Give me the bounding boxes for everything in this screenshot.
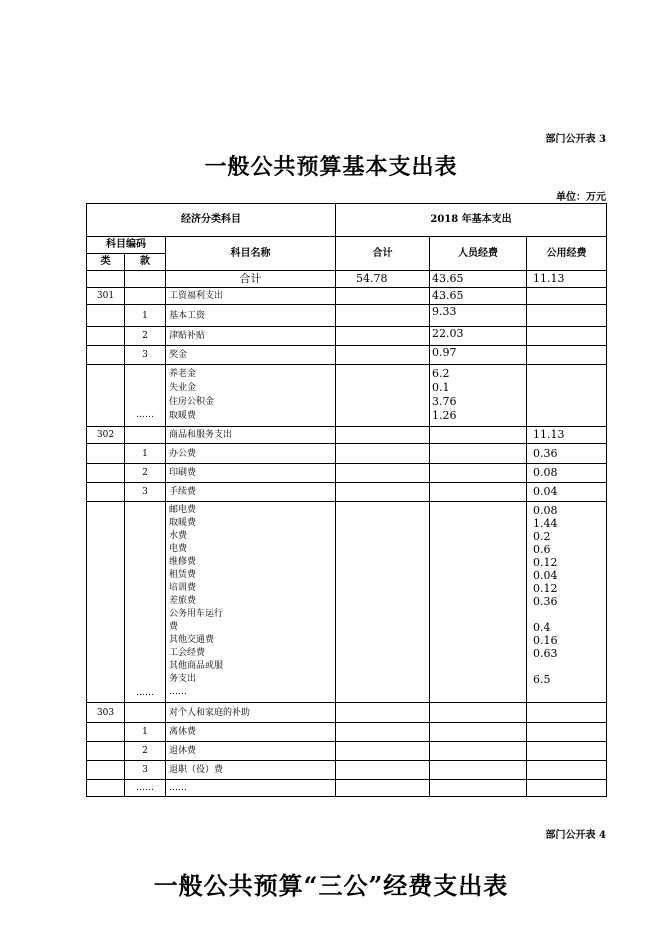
list-value: 0.04 bbox=[533, 569, 558, 582]
cell-personnel bbox=[430, 703, 527, 723]
header-class: 类 bbox=[87, 254, 125, 271]
cell-public: 0.08 bbox=[527, 464, 607, 483]
list-value: 0.2 bbox=[533, 530, 551, 543]
cell-name-list bbox=[166, 502, 336, 703]
cell-public: 0.36 bbox=[527, 444, 607, 464]
cell-total bbox=[336, 703, 430, 723]
cell-name: 奖金 bbox=[166, 346, 336, 365]
cell-class bbox=[87, 444, 125, 464]
list-value: 6.5 bbox=[533, 673, 551, 686]
cell-item: 3 bbox=[125, 761, 166, 780]
cell-item: …… bbox=[125, 365, 166, 427]
cell-public bbox=[527, 723, 607, 742]
cell-personnel bbox=[430, 444, 527, 464]
cell-personnel: 43.65 bbox=[430, 288, 527, 305]
total-row bbox=[87, 271, 607, 288]
cell-public bbox=[527, 305, 607, 327]
cell-class bbox=[87, 305, 125, 327]
table-row bbox=[87, 444, 607, 464]
header-item: 款 bbox=[125, 254, 166, 271]
table-row bbox=[87, 723, 607, 742]
cell-class bbox=[87, 723, 125, 742]
cell-public: 0.04 bbox=[527, 483, 607, 502]
cell-class bbox=[87, 483, 125, 502]
cell-public bbox=[527, 703, 607, 723]
basic-expenditure-table bbox=[86, 203, 607, 797]
page-title: 一般公共预算基本支出表 bbox=[204, 154, 458, 180]
list-value: 0.63 bbox=[533, 647, 558, 660]
next-table-number-label: 部门公开表 4 bbox=[545, 830, 606, 841]
list-item: 住房公积金 bbox=[169, 397, 215, 407]
cell-public bbox=[527, 288, 607, 305]
list-item: 水费 bbox=[169, 531, 188, 541]
list-value: 6.2 bbox=[432, 367, 450, 380]
cell-personnel bbox=[430, 427, 527, 444]
list-value: 3.76 bbox=[432, 395, 457, 408]
cell-name: 退休费 bbox=[166, 742, 336, 761]
cell-name: 基本工资 bbox=[166, 305, 336, 327]
list-value: 0.12 bbox=[533, 582, 558, 595]
cell-class bbox=[87, 464, 125, 483]
table-row bbox=[87, 464, 607, 483]
cell-public bbox=[527, 742, 607, 761]
cell-name: 手续费 bbox=[166, 483, 336, 502]
cell-total bbox=[336, 483, 430, 502]
cell-item: 1 bbox=[125, 444, 166, 464]
cell-class bbox=[87, 327, 125, 346]
table-row bbox=[87, 365, 607, 427]
cell-personnel bbox=[430, 742, 527, 761]
cell-class bbox=[87, 365, 125, 427]
cell-public bbox=[527, 761, 607, 780]
cell-item: 3 bbox=[125, 483, 166, 502]
total-public: 11.13 bbox=[527, 271, 607, 288]
table-row bbox=[87, 288, 607, 305]
table-row bbox=[87, 427, 607, 444]
unit-label: 单位：万元 bbox=[556, 192, 606, 203]
list-item: 邮电费 bbox=[169, 505, 197, 515]
list-value: 1.44 bbox=[533, 517, 558, 530]
cell-total bbox=[336, 464, 430, 483]
cell-public bbox=[527, 346, 607, 365]
list-value: 0.1 bbox=[432, 381, 450, 394]
list-item: 其他交通费 bbox=[169, 635, 215, 645]
list-item: 公务用车运行 bbox=[169, 609, 224, 619]
cell-name: 津贴补贴 bbox=[166, 327, 336, 346]
cell-public bbox=[527, 327, 607, 346]
table-row bbox=[87, 761, 607, 780]
header-public: 公用经费 bbox=[527, 237, 607, 271]
cell-class: 303 bbox=[87, 703, 125, 723]
list-value: 0.4 bbox=[533, 621, 551, 634]
table-row bbox=[87, 327, 607, 346]
list-item: 培训费 bbox=[169, 583, 197, 593]
cell-personnel-list bbox=[430, 365, 527, 427]
cell-item: …… bbox=[125, 502, 166, 703]
cell-personnel: 22.03 bbox=[430, 327, 527, 346]
list-item: …… bbox=[169, 687, 187, 697]
list-item: 租赁费 bbox=[169, 570, 197, 580]
list-value: 1.26 bbox=[432, 409, 457, 422]
table-row bbox=[87, 742, 607, 761]
list-item: 取暖费 bbox=[169, 411, 197, 421]
cell-total bbox=[336, 327, 430, 346]
list-value bbox=[533, 660, 606, 673]
list-item: 养老金 bbox=[169, 369, 197, 379]
list-value: 0.6 bbox=[533, 543, 551, 556]
cell-name: …… bbox=[166, 780, 336, 797]
list-item: 失业金 bbox=[169, 383, 197, 393]
total-value: 54.78 bbox=[336, 271, 430, 288]
total-label: 合计 bbox=[166, 271, 336, 288]
list-value bbox=[533, 608, 606, 621]
cell-class bbox=[87, 346, 125, 365]
list-item: 务支出 bbox=[169, 674, 197, 684]
cell-class bbox=[87, 742, 125, 761]
cell-personnel bbox=[430, 483, 527, 502]
table-row bbox=[87, 703, 607, 723]
cell-name: 印刷费 bbox=[166, 464, 336, 483]
table-row bbox=[87, 305, 607, 327]
total-personnel: 43.65 bbox=[430, 271, 527, 288]
cell-class bbox=[87, 780, 125, 797]
cell-total bbox=[336, 723, 430, 742]
list-item: 维修费 bbox=[169, 557, 197, 567]
cell-personnel bbox=[430, 464, 527, 483]
cell-item: 2 bbox=[125, 742, 166, 761]
list-item: 差旅费 bbox=[169, 596, 197, 606]
cell-item bbox=[125, 703, 166, 723]
cell-public bbox=[527, 365, 607, 427]
cell-class bbox=[87, 502, 125, 703]
cell-name: 对个人和家庭的补助 bbox=[166, 703, 336, 723]
header-year-section: 2018 年基本支出 bbox=[336, 204, 607, 237]
table-row bbox=[87, 346, 607, 365]
cell-public-list bbox=[527, 502, 607, 703]
table-row bbox=[87, 483, 607, 502]
list-value: 0.12 bbox=[533, 556, 558, 569]
cell-personnel: 0.97 bbox=[430, 346, 527, 365]
cell-class: 302 bbox=[87, 427, 125, 444]
cell-public bbox=[527, 780, 607, 797]
cell-total bbox=[336, 288, 430, 305]
list-item: 费 bbox=[169, 622, 179, 632]
cell-name: 离休费 bbox=[166, 723, 336, 742]
list-item: 取暖费 bbox=[169, 518, 197, 528]
cell-name: 办公费 bbox=[166, 444, 336, 464]
cell-name-list bbox=[166, 365, 336, 427]
cell-class bbox=[87, 271, 125, 288]
header-total: 合计 bbox=[336, 237, 430, 271]
cell-total bbox=[336, 444, 430, 464]
cell-item: 3 bbox=[125, 346, 166, 365]
table-number-label: 部门公开表 3 bbox=[545, 134, 606, 145]
cell-total bbox=[336, 346, 430, 365]
list-item: 工会经费 bbox=[169, 648, 206, 658]
cell-personnel bbox=[430, 780, 527, 797]
cell-total bbox=[336, 780, 430, 797]
cell-item bbox=[125, 271, 166, 288]
list-item: 其他商品或服 bbox=[169, 661, 224, 671]
header-code: 科目编码 bbox=[87, 237, 166, 254]
cell-item bbox=[125, 288, 166, 305]
cell-item: 2 bbox=[125, 464, 166, 483]
cell-total bbox=[336, 761, 430, 780]
cell-item bbox=[125, 427, 166, 444]
cell-name: 工资福利支出 bbox=[166, 288, 336, 305]
cell-class: 301 bbox=[87, 288, 125, 305]
cell-total bbox=[336, 742, 430, 761]
table-row bbox=[87, 502, 607, 703]
cell-item: …… bbox=[125, 780, 166, 797]
cell-total bbox=[336, 502, 430, 703]
cell-personnel bbox=[430, 502, 527, 703]
cell-personnel bbox=[430, 723, 527, 742]
list-value bbox=[533, 686, 606, 699]
next-page-title: 一般公共预算“三公”经费支出表 bbox=[153, 871, 509, 900]
list-item: 电费 bbox=[169, 544, 188, 554]
cell-class bbox=[87, 761, 125, 780]
cell-item: 1 bbox=[125, 305, 166, 327]
cell-personnel bbox=[430, 761, 527, 780]
cell-name: 退职（役）费 bbox=[166, 761, 336, 780]
cell-total bbox=[336, 427, 430, 444]
list-value: 0.36 bbox=[533, 595, 558, 608]
list-value: 0.08 bbox=[533, 504, 558, 517]
header-name: 科目名称 bbox=[166, 237, 336, 271]
cell-total bbox=[336, 365, 430, 427]
list-value: 0.16 bbox=[533, 634, 558, 647]
header-personnel: 人员经费 bbox=[430, 237, 527, 271]
table-row bbox=[87, 780, 607, 797]
cell-public: 11.13 bbox=[527, 427, 607, 444]
cell-personnel: 9.33 bbox=[430, 305, 527, 327]
cell-name: 商品和服务支出 bbox=[166, 427, 336, 444]
header-classification: 经济分类科目 bbox=[87, 204, 336, 237]
cell-item: 1 bbox=[125, 723, 166, 742]
cell-total bbox=[336, 305, 430, 327]
cell-item: 2 bbox=[125, 327, 166, 346]
